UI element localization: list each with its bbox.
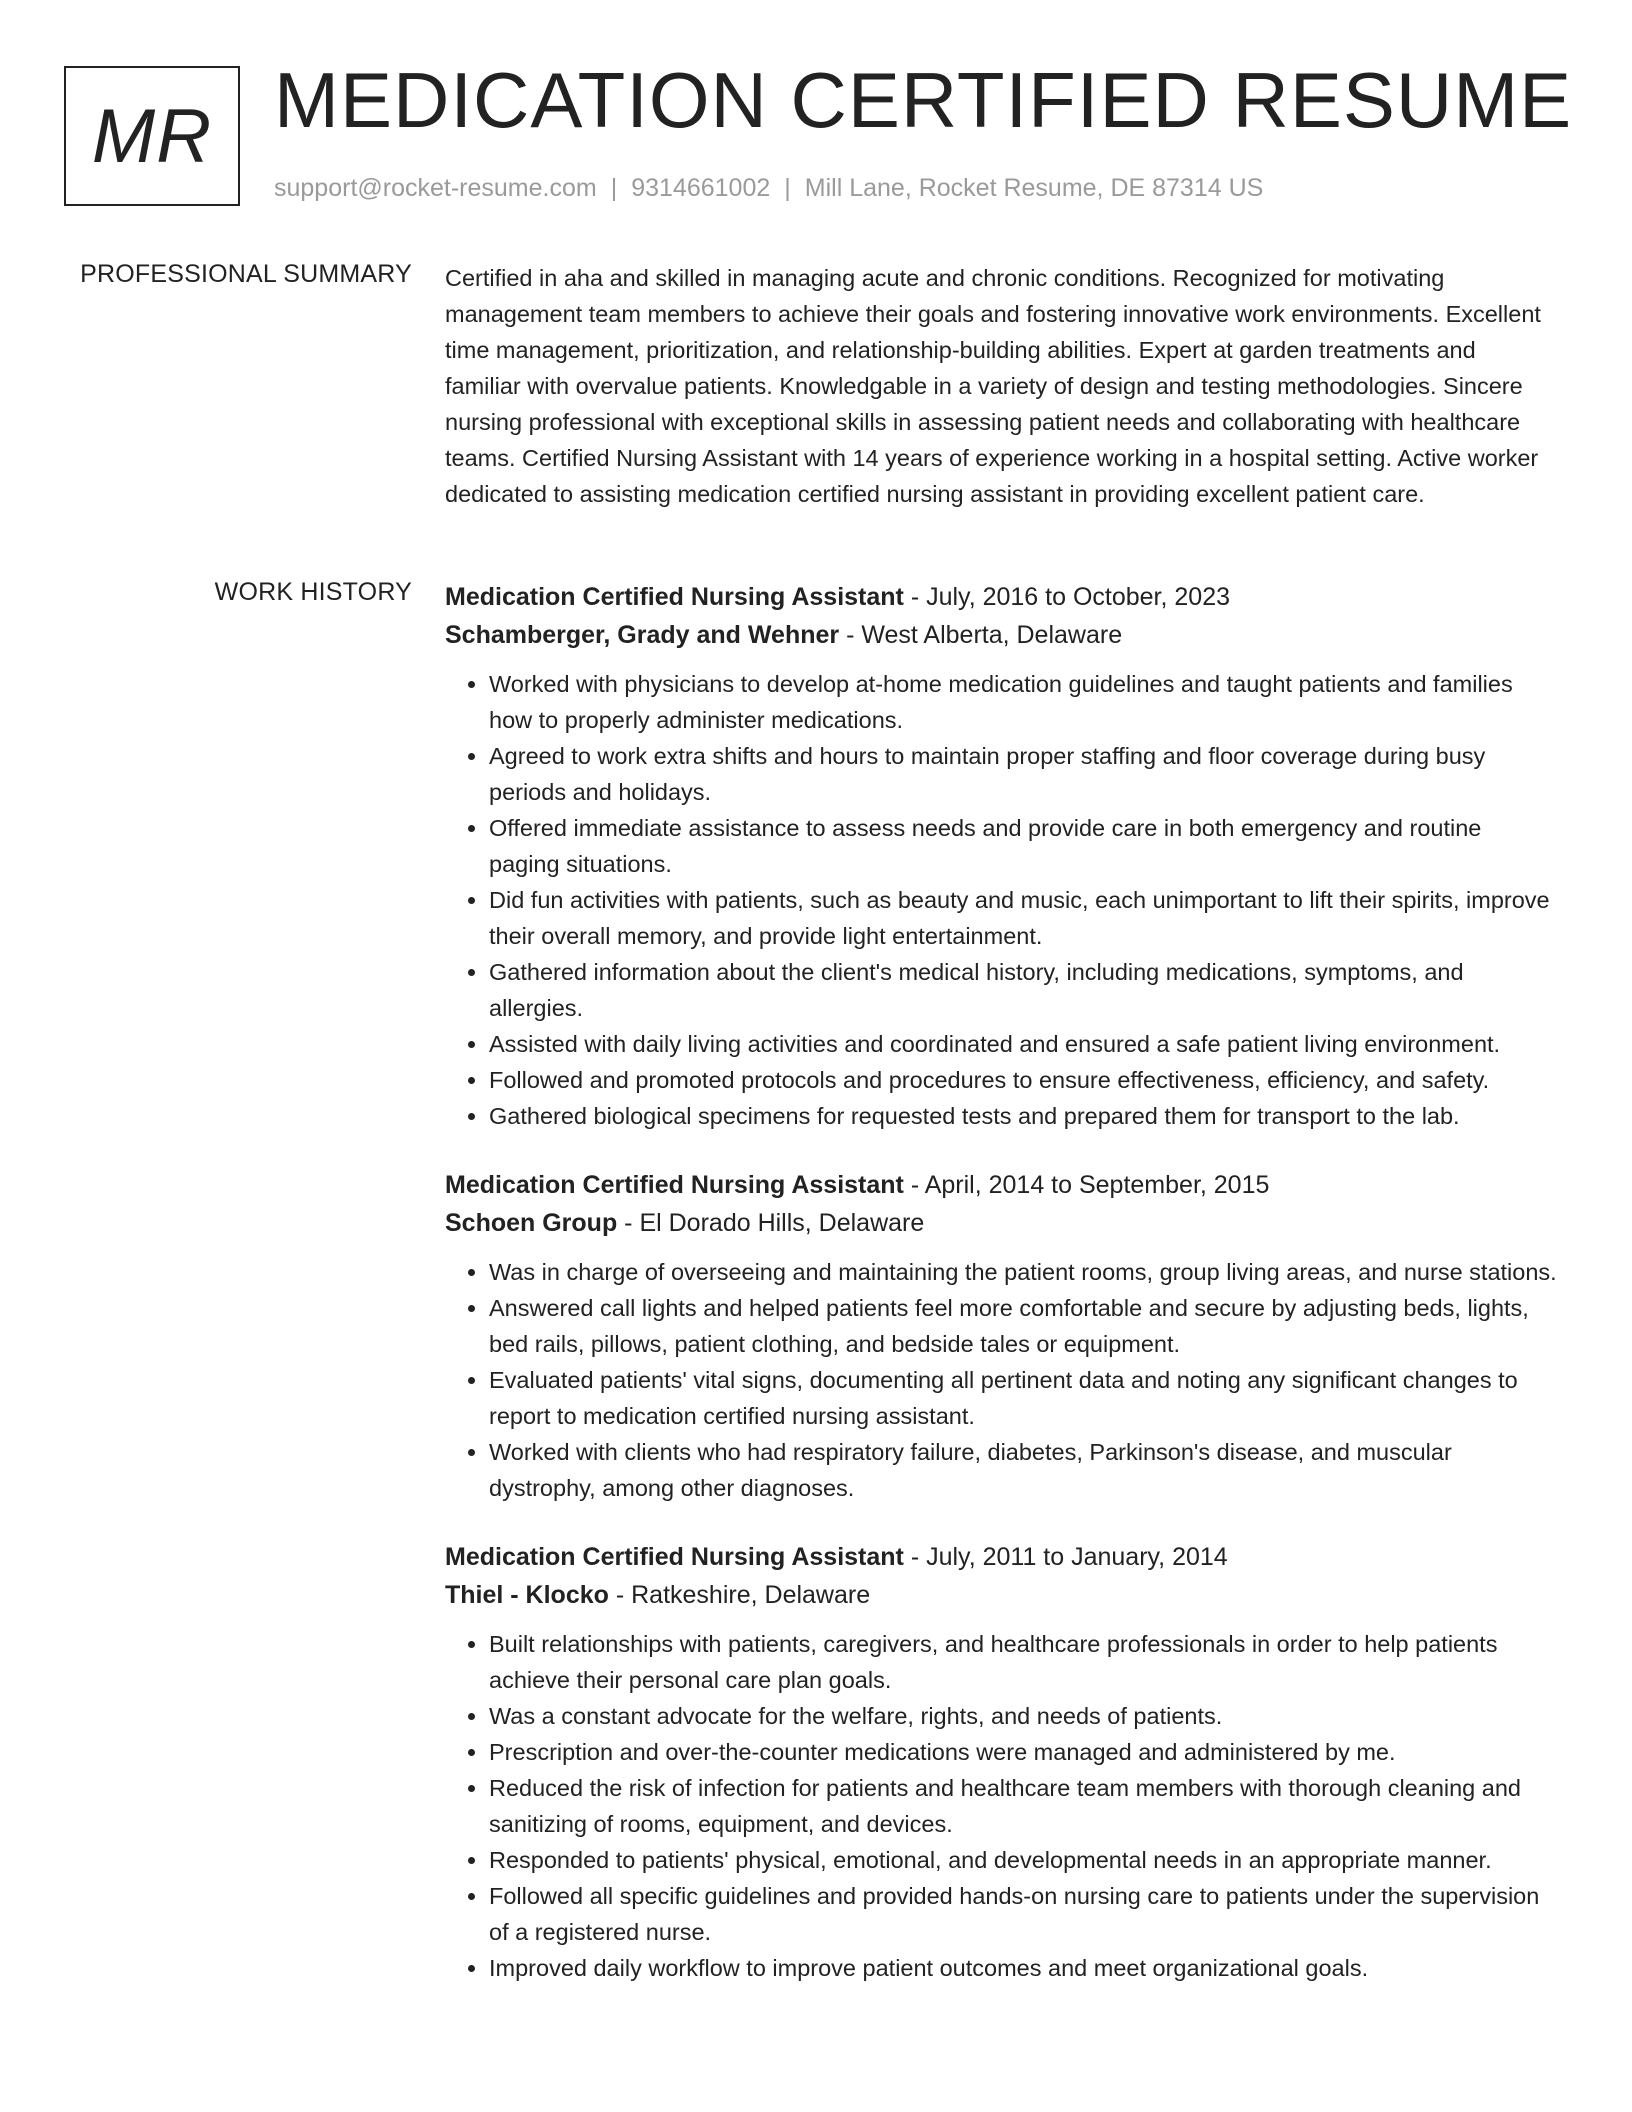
job-bullet: • Was a constant advocate for the welfare, rights, and needs of patients. bbox=[489, 1698, 1557, 1734]
job-bullet: • Gathered biological specimens for requested tests and prepared them for transport to the lab. bbox=[489, 1098, 1557, 1134]
job-bullet: • Gathered information about the client's medical history, including medications, symptoms, and allergies. bbox=[489, 954, 1557, 1026]
job-bullet: • Did fun activities with patients, such as beauty and music, each unimportant to lift their spirits, improve their overall memory, and provide light entertainment. bbox=[489, 882, 1557, 954]
job-bullet: • Prescription and over-the-counter medications were managed and administered by me. bbox=[489, 1734, 1557, 1770]
job-entry bbox=[445, 1538, 1557, 1986]
job-title: Medication Certified Nursing Assistant bbox=[445, 1543, 904, 1571]
job-company: Schoen Group bbox=[445, 1209, 618, 1237]
job-bullet: • Worked with clients who had respiratory failure, diabetes, Parkinson's disease, and muscular dystrophy, among other diagnoses. bbox=[489, 1434, 1557, 1506]
job-company-line bbox=[445, 1576, 1557, 1614]
job-title-line bbox=[445, 578, 1557, 616]
job-location: - Ratkeshire, Delaware bbox=[608, 1581, 871, 1609]
job-bullet: • Followed and promoted protocols and procedures to ensure effectiveness, efficiency, and safety. bbox=[489, 1062, 1557, 1098]
job-bullet: • Reduced the risk of infection for patients and healthcare team members with thorough cleaning and sanitizing of rooms, equipment, and devices. bbox=[489, 1770, 1557, 1842]
job-company: Thiel - Klocko bbox=[445, 1581, 609, 1609]
job-bullet: • Evaluated patients' vital signs, documenting all pertinent data and noting any significant changes to report to medication certified nursing assistant. bbox=[489, 1362, 1557, 1434]
contact-separator: | bbox=[784, 174, 791, 202]
job-dates: - July, 2011 to January, 2014 bbox=[903, 1543, 1228, 1571]
job-bullet-list bbox=[445, 1254, 1557, 1506]
job-title: Medication Certified Nursing Assistant bbox=[445, 1171, 904, 1199]
summary-text: Certified in aha and skilled in managing acute and chronic conditions. Recognized for motivating management team members to achieve their goals and fostering innovative work environments. Excellent time management, prioritization, and relationship-building abilities. Expert at garden treatments and familiar with overvalue patients. Knowledgable in a variety of design and testing methodologies. Sincere nursing professional with exceptional skills in assessing patient needs and collaborating with healthcare teams. Certified Nursing Assistant with 14 years of experience working in a hospital setting. Active worker dedicated to assisting medication certified nursing assistant in providing excellent patient care. bbox=[445, 265, 1541, 507]
monogram-box bbox=[64, 66, 240, 206]
job-title-line bbox=[445, 1538, 1557, 1576]
work-body bbox=[445, 578, 1557, 2018]
job-title-line bbox=[445, 1166, 1557, 1204]
job-bullet: • Answered call lights and helped patients feel more comfortable and secure by adjusting beds, lights, bed rails, pillows, patient clothing, and bedside tales or equipment. bbox=[489, 1290, 1557, 1362]
job-entry bbox=[445, 578, 1557, 1134]
resume-title: MEDICATION CERTIFIED RESUME bbox=[274, 56, 1573, 144]
contact-separator: | bbox=[610, 174, 618, 202]
job-bullet: • Was in charge of overseeing and maintaining the patient rooms, group living areas, and nurse stations. bbox=[489, 1254, 1557, 1290]
job-entry bbox=[445, 1166, 1557, 1506]
job-location: - El Dorado Hills, Delaware bbox=[617, 1209, 925, 1237]
job-bullet-list bbox=[445, 666, 1557, 1134]
contact-email: support@rocket-resume.com bbox=[274, 174, 597, 202]
monogram-initials: MR bbox=[91, 93, 213, 179]
contact-phone: 9314661002 bbox=[631, 174, 771, 202]
job-bullet: • Built relationships with patients, caregivers, and healthcare professionals in order to help patients achieve their personal care plan goals. bbox=[489, 1626, 1557, 1698]
summary-label: PROFESSIONAL SUMMARY bbox=[80, 260, 412, 288]
job-bullet: • Improved daily workflow to improve patient outcomes and meet organizational goals. bbox=[489, 1950, 1557, 1986]
contact-line bbox=[274, 174, 1263, 203]
job-location: - West Alberta, Delaware bbox=[839, 621, 1123, 649]
job-bullet: • Followed all specific guidelines and provided hands-on nursing care to patients under the supervision of a registered nurse. bbox=[489, 1878, 1557, 1950]
job-company-line bbox=[445, 616, 1557, 654]
summary-body bbox=[445, 260, 1557, 512]
job-bullet: • Offered immediate assistance to assess needs and provide care in both emergency and routine paging situations. bbox=[489, 810, 1557, 882]
work-label: WORK HISTORY bbox=[214, 578, 412, 606]
job-company-line bbox=[445, 1204, 1557, 1242]
job-bullet: • Worked with physicians to develop at-home medication guidelines and taught patients and families how to properly administer medications. bbox=[489, 666, 1557, 738]
job-bullet: • Assisted with daily living activities and coordinated and ensured a safe patient living environment. bbox=[489, 1026, 1557, 1062]
job-company: Schamberger, Grady and Wehner bbox=[445, 621, 840, 649]
contact-address: Mill Lane, Rocket Resume, DE 87314 US bbox=[804, 174, 1264, 202]
job-dates: - April, 2014 to September, 2015 bbox=[903, 1171, 1270, 1199]
job-title: Medication Certified Nursing Assistant bbox=[445, 583, 904, 611]
job-dates: - July, 2016 to October, 2023 bbox=[903, 583, 1230, 611]
job-bullet: • Agreed to work extra shifts and hours to maintain proper staffing and floor coverage during busy periods and holidays. bbox=[489, 738, 1557, 810]
job-bullet-list bbox=[445, 1626, 1557, 1986]
job-bullet: • Responded to patients' physical, emotional, and developmental needs in an appropriate manner. bbox=[489, 1842, 1557, 1878]
